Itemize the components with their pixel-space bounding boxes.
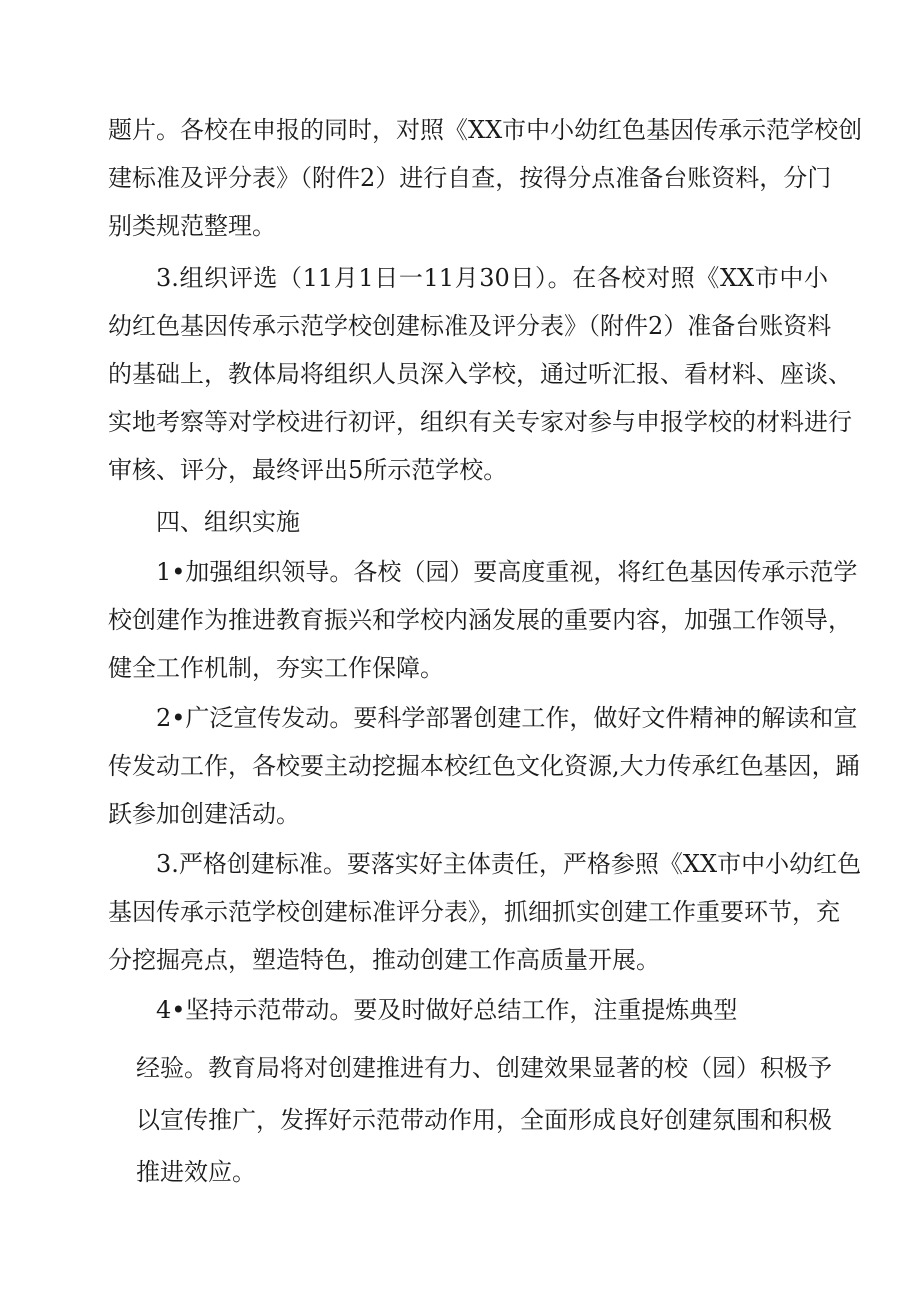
paragraph-application <box>108 106 863 250</box>
text-line: 审核、评分，最终评出5所示范学校。 <box>108 456 508 484</box>
text-line: 校创建作为推进教育振兴和学校内涵发展的重要内容，加强工作领导， <box>108 606 852 634</box>
text-line: 推进效应。 <box>136 1158 256 1186</box>
paragraph-standards <box>108 840 862 984</box>
text-line: 健全工作机制，夯实工作保障。 <box>108 654 444 682</box>
text-line: 题片。各校在申报的同时，对照《XX市中小幼红色基因传承示范学校创 <box>108 116 863 144</box>
text-line: 经验。教育局将对创建推进有力、创建效果显著的校（园）积极予 <box>136 1054 832 1082</box>
text-line: 建标准及评分表》（附件2）进行自查，按得分点准备台账资料，分门 <box>108 164 832 192</box>
paragraph-demonstration-continued <box>136 1042 832 1198</box>
paragraph-publicity <box>108 694 860 838</box>
text-line: 别类规范整理。 <box>108 212 276 240</box>
text-line: 3.严格创建标准。要落实好主体责任，严格参照《XX市中小幼红色 <box>156 850 862 878</box>
text-line: 实地考察等对学校进行初评，组织有关专家对参与申报学校的材料进行 <box>108 408 852 436</box>
text-line: 4•坚持示范带动。要及时做好总结工作，注重提炼典型 <box>156 996 738 1024</box>
text-line: 跃参加创建活动。 <box>108 800 300 828</box>
text-line: 分挖掘亮点，塑造特色，推动创建工作高质量开展。 <box>108 946 660 974</box>
text-line: 以宣传推广，发挥好示范带动作用，全面形成良好创建氛围和积极 <box>136 1106 832 1134</box>
paragraph-selection <box>108 254 852 494</box>
text-line: 1•加强组织领导。各校（园）要高度重视，将红色基因传承示范学 <box>156 558 858 586</box>
text-line: 的基础上，教体局将组织人员深入学校，通过听汇报、看材料、座谈、 <box>108 360 852 388</box>
text-line: 传发动工作，各校要主动挖掘本校红色文化资源,大力传承红色基因，踊 <box>108 752 860 780</box>
section-heading: 四、组织实施 <box>156 508 300 536</box>
paragraph-demonstration <box>108 986 828 1034</box>
text-line: 幼红色基因传承示范学校创建标准及评分表》（附件2）准备台账资料 <box>108 312 832 340</box>
text-line: 2•广泛宣传发动。要科学部署创建工作，做好文件精神的解读和宣 <box>156 704 858 732</box>
text-line: 基因传承示范学校创建标准评分表》，抓细抓实创建工作重要环节，充 <box>108 898 840 926</box>
text-line: 3.组织评选（11月1日一11月30日）。在各校对照《XX市中小 <box>156 264 828 292</box>
paragraph-leadership <box>108 548 858 692</box>
